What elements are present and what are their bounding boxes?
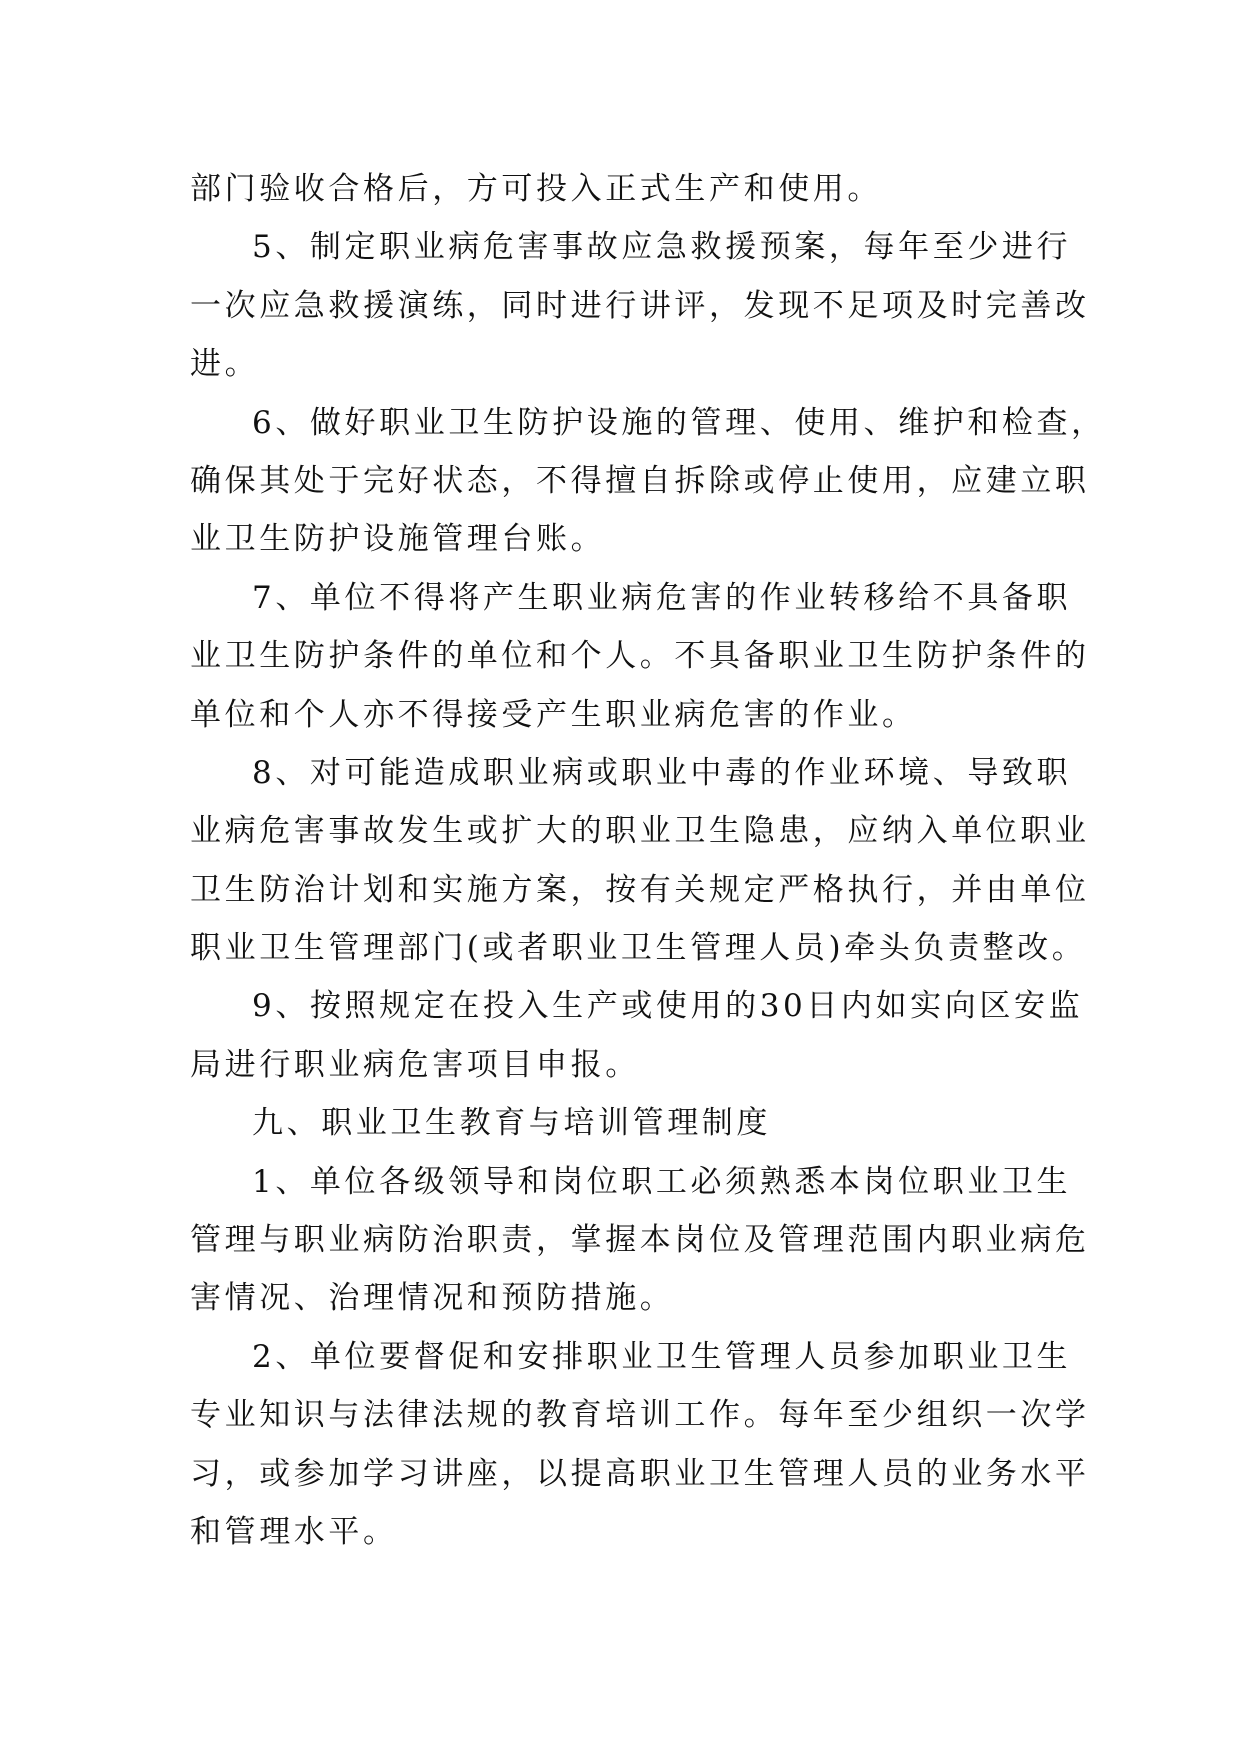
text-line: 害情况、治理情况和预防措施。 bbox=[190, 1280, 675, 1317]
text-line: 管理与职业病防治职责，掌握本岗位及管理范围内职业病危 bbox=[190, 1222, 1090, 1259]
text-line: 习，或参加学习讲座，以提高职业卫生管理人员的业务水平 bbox=[190, 1455, 1090, 1492]
section-heading: 九、职业卫生教育与培训管理制度 bbox=[252, 1105, 771, 1142]
text-line: 8、对可能造成职业病或职业中毒的作业环境、导致职 bbox=[252, 754, 1072, 791]
text-line: 7、单位不得将产生职业病危害的作业转移给不具备职 bbox=[252, 579, 1072, 616]
text-line: 2、单位要督促和安排职业卫生管理人员参加职业卫生 bbox=[252, 1338, 1072, 1375]
text-line: 1、单位各级领导和岗位职工必须熟悉本岗位职业卫生 bbox=[252, 1163, 1072, 1200]
text-line: 9、按照规定在投入生产或使用的30日内如实向区安监 bbox=[252, 988, 1084, 1025]
text-line: 和管理水平。 bbox=[190, 1513, 398, 1550]
text-line: 一次应急救援演练，同时进行讲评，发现不足项及时完善改 bbox=[190, 287, 1090, 324]
text-line: 业病危害事故发生或扩大的职业卫生隐患，应纳入单位职业 bbox=[190, 813, 1090, 850]
text-line: 单位和个人亦不得接受产生职业病危害的作业。 bbox=[190, 696, 917, 733]
document-body bbox=[190, 160, 1106, 1561]
text-line: 部门验收合格后，方可投入正式生产和使用。 bbox=[190, 171, 882, 207]
text-line: 业卫生防护设施管理台账。 bbox=[190, 521, 606, 558]
text-line: 6、做好职业卫生防护设施的管理、使用、维护和检查， bbox=[252, 404, 1106, 441]
text-line: 局进行职业病危害项目申报。 bbox=[190, 1046, 640, 1083]
text-line: 职业卫生管理部门(或者职业卫生管理人员)牵头负责整改。 bbox=[190, 930, 1087, 967]
text-line: 确保其处于完好状态，不得擅自拆除或停止使用，应建立职 bbox=[190, 462, 1090, 499]
text-line: 业卫生防护条件的单位和个人。不具备职业卫生防护条件的 bbox=[190, 638, 1090, 675]
text-line: 卫生防治计划和实施方案，按有关规定严格执行，并由单位 bbox=[190, 871, 1090, 908]
text-line: 专业知识与法律法规的教育培训工作。每年至少组织一次学 bbox=[190, 1397, 1090, 1434]
text-line: 进。 bbox=[190, 346, 260, 383]
text-line: 5、制定职业病危害事故应急救援预案，每年至少进行 bbox=[252, 229, 1072, 266]
